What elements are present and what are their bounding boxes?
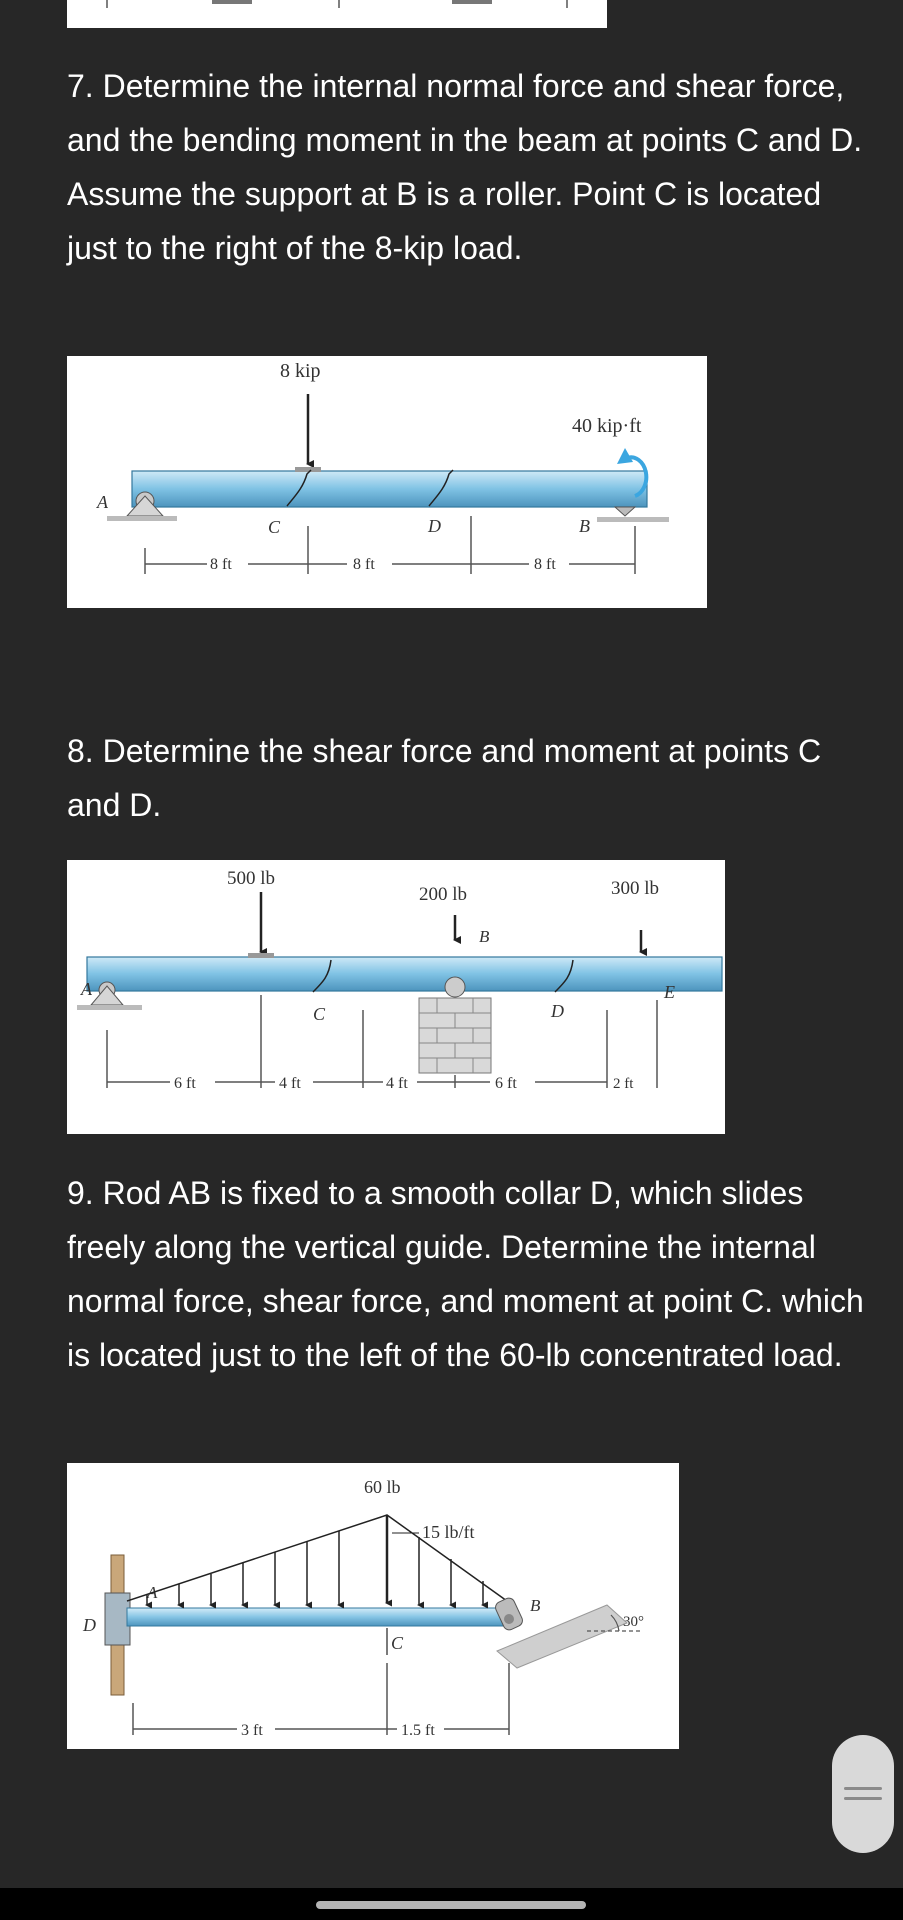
question-8-text: 8. Determine the shear force and moment at points C and D. bbox=[67, 733, 822, 823]
question-7-text: 7. Determine the internal normal force and shear force, and the bending moment in the beam at points C and D. Assume the support at B is a roller. Point C is located just to the right of the 8-kip load. bbox=[67, 68, 863, 266]
label-b: B bbox=[530, 1596, 541, 1615]
load-label-200lb: 200 lb bbox=[419, 884, 468, 905]
angle-label: 30° bbox=[623, 1614, 644, 1630]
system-nav-bar bbox=[0, 1888, 903, 1920]
dim-c-mid: 4 ft bbox=[279, 1075, 301, 1092]
dim-ac: 8 ft bbox=[210, 556, 232, 573]
question-8-figure bbox=[67, 860, 725, 1134]
dim-bd: 6 ft bbox=[495, 1075, 517, 1092]
dim-cb: 1.5 ft bbox=[401, 1722, 435, 1739]
load-label-8kip: 8 kip bbox=[280, 360, 321, 382]
label-c: C bbox=[268, 517, 281, 537]
dim-db: 8 ft bbox=[534, 556, 556, 573]
dim-mid-b: 4 ft bbox=[386, 1075, 408, 1092]
question-7-figure bbox=[67, 356, 707, 608]
roller-support-b bbox=[494, 1596, 627, 1668]
load-label-500lb: 500 lb bbox=[227, 868, 276, 889]
moment-label: 40 kip·ft bbox=[572, 415, 642, 437]
label-a: A bbox=[81, 979, 92, 999]
label-c: C bbox=[391, 1633, 404, 1653]
dist-load-label: 15 lb/ft bbox=[422, 1522, 475, 1542]
question-9-text: 9. Rod AB is fixed to a smooth collar D, which slides freely along the vertical guide. Determine the internal normal force, shear force, and moment at point C. which is located just to the left of the 60-lb concentrated load. bbox=[67, 1175, 864, 1373]
label-a: A bbox=[147, 1583, 158, 1602]
scroll-handle[interactable] bbox=[832, 1735, 894, 1853]
label-e: E bbox=[664, 982, 675, 1002]
label-b: B bbox=[579, 516, 590, 536]
dim-ac: 6 ft bbox=[174, 1075, 196, 1092]
dim-cd: 8 ft bbox=[353, 556, 375, 573]
beam bbox=[132, 471, 647, 507]
previous-problem-figure bbox=[67, 0, 607, 28]
rod-ab bbox=[127, 1608, 507, 1626]
home-indicator[interactable] bbox=[316, 1901, 586, 1909]
load-label-300lb: 300 lb bbox=[611, 878, 660, 899]
beam bbox=[87, 957, 722, 991]
roller-support-b bbox=[597, 507, 669, 522]
question-9-figure bbox=[67, 1463, 679, 1749]
dim-ac: 3 ft bbox=[241, 1722, 263, 1739]
label-a: A bbox=[97, 492, 108, 512]
label-b: B bbox=[479, 927, 490, 946]
label-d: D bbox=[551, 1001, 564, 1021]
collar-d bbox=[105, 1555, 130, 1695]
label-d: D bbox=[428, 516, 441, 536]
label-d: D bbox=[83, 1615, 96, 1635]
dim-de: 2 ft bbox=[613, 1076, 634, 1092]
load-label-60lb: 60 lb bbox=[364, 1477, 401, 1497]
label-c: C bbox=[313, 1004, 326, 1024]
